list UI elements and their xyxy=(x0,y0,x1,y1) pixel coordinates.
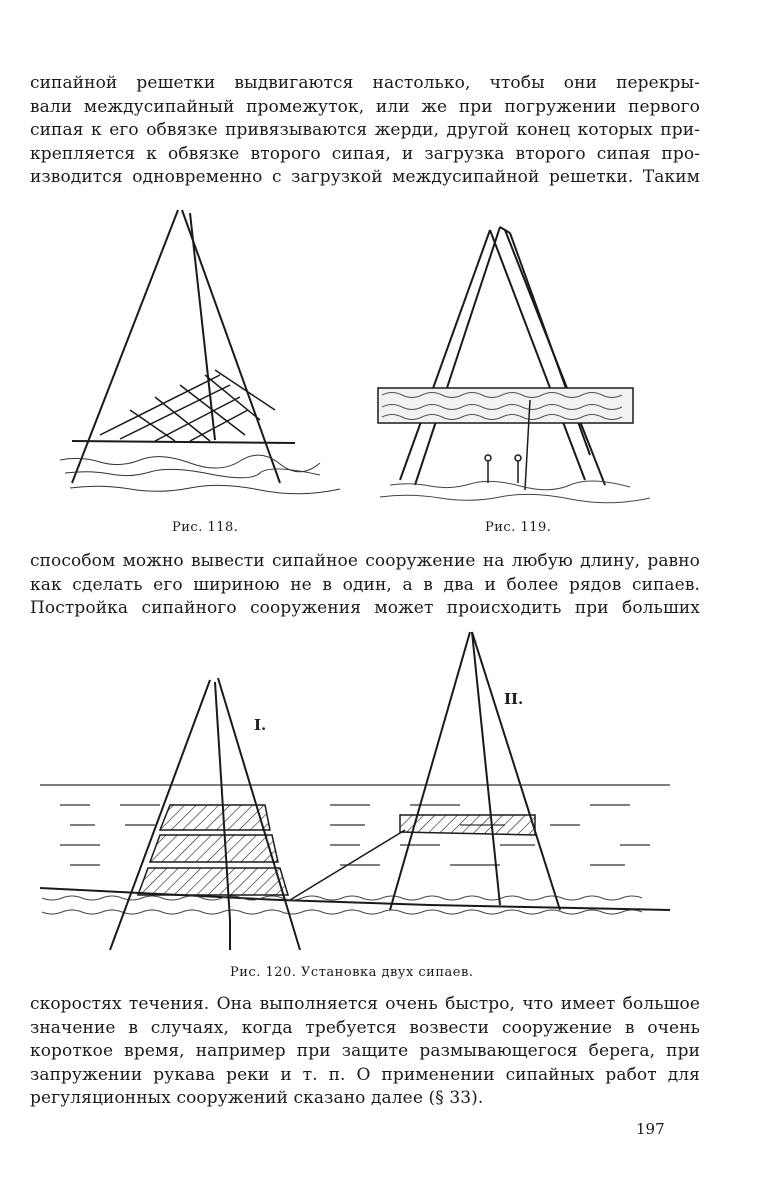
paragraph-middle xyxy=(30,550,700,621)
figure-label-two: II. xyxy=(504,690,524,708)
text-line: скоростях течения. Она выполняется очень быстро, что имеет большое xyxy=(30,994,700,1014)
text-line: как сделать его шириною не в один, а в два и более рядов сипаев. xyxy=(30,574,700,595)
text-line: сипая к его обвязке привязываются жерди, другой конец которых при- xyxy=(30,120,700,140)
text-line: регуляционных сооружений сказано далее (§ 33). xyxy=(30,1088,484,1108)
text-line: значение в случаях, когда требуется возвести сооружение в очень xyxy=(30,1017,700,1038)
text-line: Постройка сипайного сооружения может происходить при больших xyxy=(30,598,700,618)
figure-119-drawing xyxy=(360,215,680,505)
paragraph-top xyxy=(30,72,700,190)
figure-118-caption: Рис. 118. xyxy=(172,520,239,535)
text-line: запружении рукава реки и т. п. О применении сипайных работ для xyxy=(30,1064,700,1085)
text-line: изводится одновременно с загрузкой междусипайной решетки. Таким xyxy=(30,167,700,187)
text-line: вали междусипайный промежуток, или же при погружении первого xyxy=(30,96,700,117)
text-line: способом можно вывести сипайное сооружение на любую длину, равно xyxy=(30,551,700,571)
text-line: короткое время, например при защите размывающегося берега, при xyxy=(30,1041,700,1061)
figure-label-one: I. xyxy=(254,716,267,734)
text-line: сипайной решетки выдвигаются настолько, чтобы они перекры- xyxy=(30,73,700,93)
page-number: 197 xyxy=(636,1120,665,1138)
figure-120-drawing xyxy=(30,620,680,960)
paragraph-bottom xyxy=(30,993,700,1111)
figure-119-caption: Рис. 119. xyxy=(485,520,552,535)
figure-118-drawing xyxy=(60,205,360,505)
text-line: крепляется к обвязке второго сипая, и загрузка второго сипая про- xyxy=(30,143,700,164)
figure-120-caption: Рис. 120. Установка двух сипаев. xyxy=(230,965,474,980)
